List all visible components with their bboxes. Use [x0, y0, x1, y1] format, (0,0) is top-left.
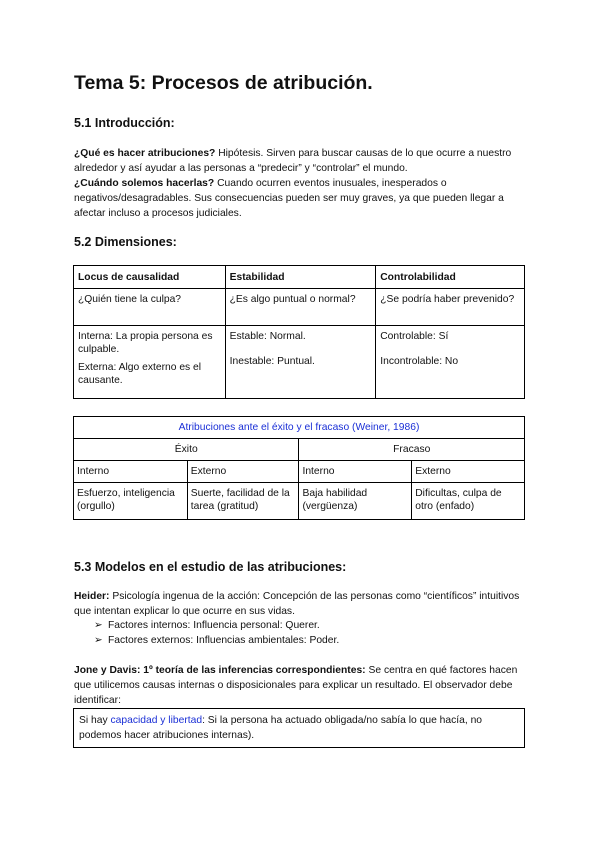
- table-subheader-cell: Externo: [412, 461, 525, 483]
- cell-line: Estable: Normal.: [229, 331, 306, 342]
- table-subheader-cell: Interno: [74, 461, 188, 483]
- table-header-row: [74, 266, 525, 289]
- dimensions-table: [73, 265, 525, 399]
- table-cell: ¿Quién tiene la culpa?: [74, 289, 226, 326]
- paragraph-text: Psicología ingenua de la acción: Concepción de las personas como “científicos” intuitivos que intentan explicar lo que ocurre en sus vidas.: [74, 591, 520, 617]
- table-cell: ¿Se podría haber prevenido?: [376, 289, 525, 326]
- question-bold: ¿Cuándo solemos hacerlas?: [74, 178, 215, 189]
- question-text: Cuando ocurren eventos inusuales, inesperados o negativos/desagradables. Sus consecuencias pueden ser muy graves, ya que pueden llegar a afectar incluso a procesos judiciales.: [74, 178, 504, 219]
- section-heading-models: 5.3 Modelos en el estudio de las atribuciones:: [74, 560, 347, 574]
- arrow-bullet-icon: ➢: [94, 635, 103, 646]
- table-cell: [376, 326, 525, 399]
- section-heading-intro: 5.1 Introducción:: [74, 116, 175, 130]
- cell-line: Externa: Algo externo es el causante.: [78, 362, 202, 386]
- section-heading-dimensions: 5.2 Dimensiones:: [74, 235, 177, 249]
- inference-box: [73, 708, 525, 748]
- table-cell: Suerte, facilidad de la tarea (gratitud): [187, 483, 299, 520]
- table-group-row: [74, 439, 525, 461]
- author-bold: Jone y Davis: 1º teoría de las inferencias correspondientes:: [74, 665, 366, 676]
- table-cell: [225, 326, 376, 399]
- cell-line: Controlable: Sí: [380, 331, 449, 342]
- weiner-table: [73, 416, 525, 520]
- factor-list: [94, 618, 339, 648]
- table-header-cell: Controlabilidad: [376, 266, 525, 289]
- author-bold: Heider:: [74, 591, 110, 602]
- table-cell: Baja habilidad (vergüenza): [299, 483, 412, 520]
- table-cell: Dificultas, culpa de otro (enfado): [412, 483, 525, 520]
- box-highlight: capacidad y libertad: [110, 715, 203, 726]
- cell-line: Interna: La propia persona es culpable.: [78, 331, 213, 355]
- table-caption: Atribuciones ante el éxito y el fracaso (Weiner, 1986): [74, 417, 525, 439]
- table-header-cell: Estabilidad: [225, 266, 376, 289]
- table-cell: Esfuerzo, inteligencia (orgullo): [74, 483, 188, 520]
- question-text: Hipótesis. Sirven para buscar causas de lo que ocurre a nuestro alrededor y así ayudar a las personas a “predecir” y “controlar” el mundo.: [74, 148, 512, 174]
- table-cell: ¿Es algo puntual o normal?: [225, 289, 376, 326]
- table-group-cell: Éxito: [74, 439, 299, 461]
- table-subheader-row: [74, 461, 525, 483]
- jones-paragraph: [74, 663, 526, 708]
- cell-line: Incontrolable: No: [380, 356, 459, 367]
- arrow-bullet-icon: ➢: [94, 620, 103, 631]
- page-title: Tema 5: Procesos de atribución.: [74, 72, 373, 94]
- list-item: [94, 618, 339, 633]
- table-group-cell: Fracaso: [299, 439, 525, 461]
- table-subheader-cell: Interno: [299, 461, 412, 483]
- table-cell: [74, 326, 226, 399]
- box-prefix: Si hay: [79, 715, 111, 726]
- question-bold: ¿Qué es hacer atribuciones?: [74, 148, 216, 159]
- table-subheader-cell: Externo: [187, 461, 299, 483]
- heider-paragraph: [74, 589, 524, 619]
- intro-paragraph: [74, 146, 534, 221]
- table-row: [74, 483, 525, 520]
- table-row: [74, 326, 525, 399]
- list-item-text: Factores internos: Influencia personal: Querer.: [108, 620, 320, 631]
- paragraph-text: Se centra en qué factores hacen que utilicemos causas internas o disposicionales para explicar un resultado. El observador debe identificar:: [74, 665, 518, 706]
- table-caption-row: [74, 417, 525, 439]
- table-row: [74, 289, 525, 326]
- table-header-cell: Locus de causalidad: [74, 266, 226, 289]
- list-item-text: Factores externos: Influencias ambientales: Poder.: [108, 635, 340, 646]
- box-text: : Si la persona ha actuado obligada/no sabía lo que hacía, no podemos hacer atribuciones internas).: [79, 715, 483, 741]
- list-item: [94, 633, 339, 648]
- cell-line: Inestable: Puntual.: [229, 356, 315, 367]
